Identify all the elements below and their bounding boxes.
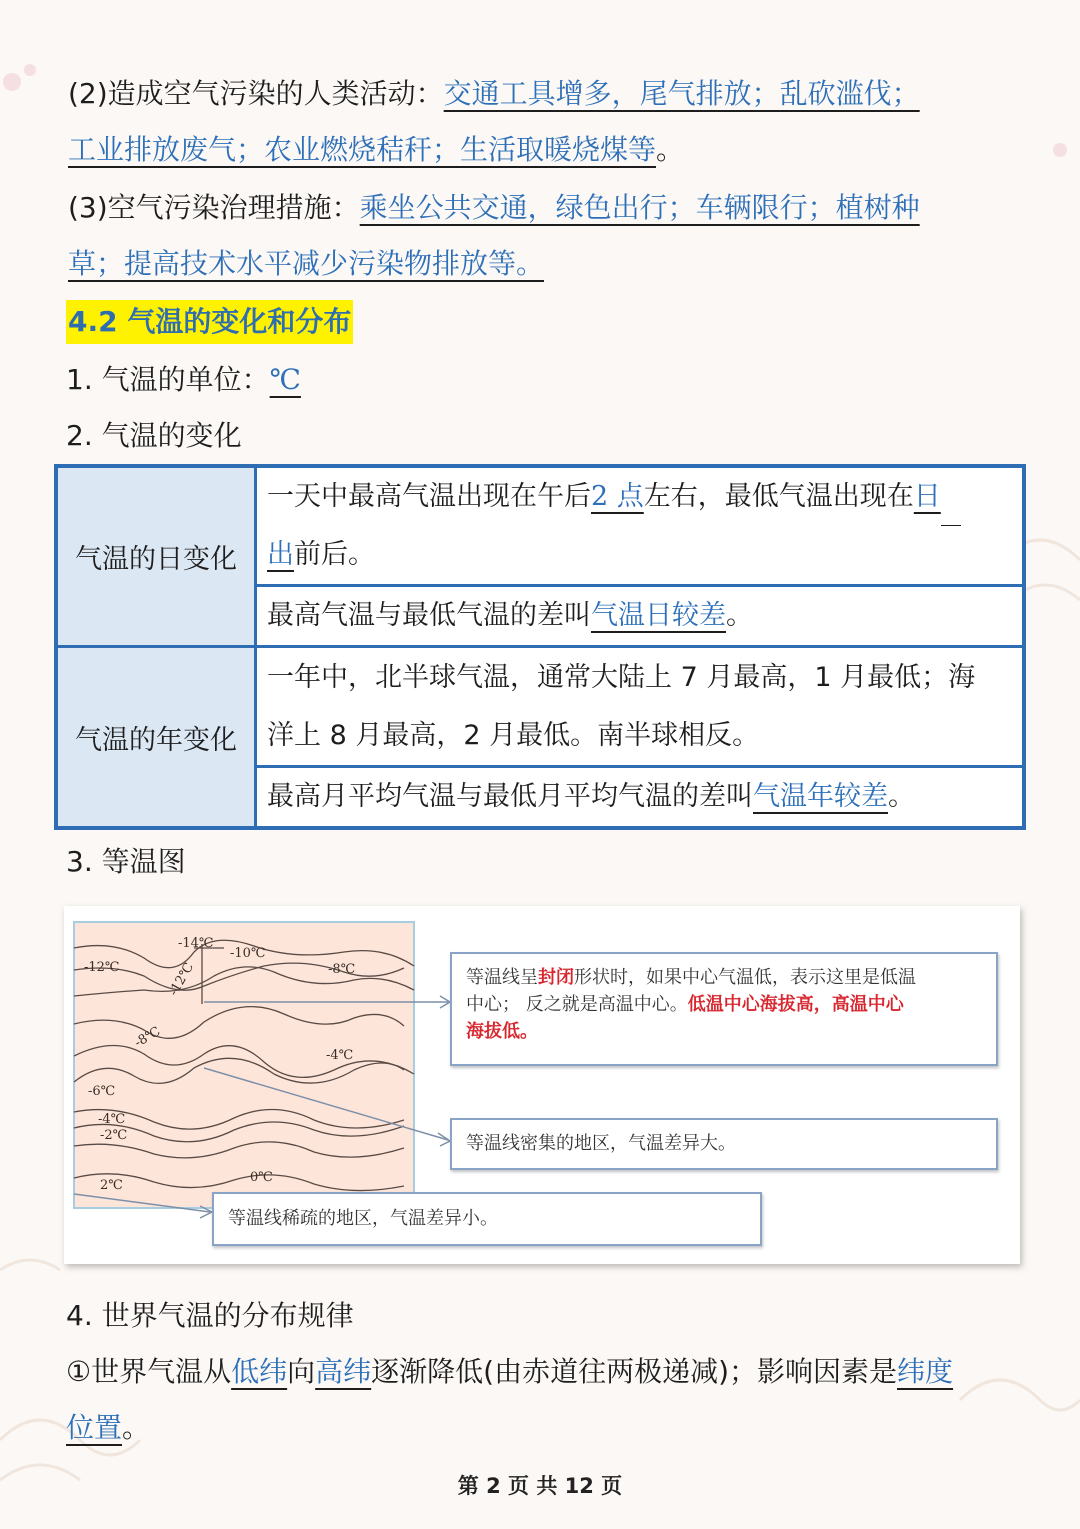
- isotherm-label: 3. 等温图: [66, 845, 186, 878]
- distribution-text-b: 向: [287, 1355, 316, 1388]
- map-label: -6℃: [88, 1084, 116, 1099]
- distribution-text-c: 逐渐降低(由赤道往两极递减)；影响因素是: [371, 1355, 898, 1388]
- pollution-measures-answer-1: 乘坐公共交通，绿色出行；车辆限行；植树种: [359, 191, 920, 224]
- pollution-activities-answer-2: 工业排放废气；农业燃烧秸秆；生活取暖烧煤等: [68, 133, 657, 166]
- map-label: -10℃: [230, 946, 266, 961]
- table-row: [56, 647, 1024, 766]
- box1-text-c: 形状时，如果中心气温低，表示这里是低温: [574, 967, 916, 988]
- map-label: 2℃: [100, 1178, 123, 1193]
- pollution-measures-line-1: [68, 190, 920, 226]
- map-label: -4℃: [326, 1048, 354, 1063]
- sparse-isotherm-note: 等温线稀疏的地区，气温差异小。: [212, 1192, 762, 1246]
- distribution-line-2: [66, 1410, 150, 1446]
- distribution-answer-latitude-a: 纬度: [897, 1355, 954, 1388]
- page-footer: 第 2 页 共 12 页: [457, 1474, 623, 1498]
- distribution-end: 。: [122, 1411, 151, 1444]
- pollution-measures-line-2: [68, 246, 544, 282]
- table-row: [56, 466, 1024, 586]
- map-label: -2℃: [100, 1128, 128, 1143]
- daily-r2-text: 最高气温与最低气温的差叫: [267, 600, 591, 632]
- box1-emphasis-low: 海拔低。: [466, 1021, 538, 1042]
- map-label: -4℃: [98, 1112, 126, 1127]
- dense-isotherm-note: 等温线密集的地区，气温差异大。: [450, 1118, 998, 1170]
- box1-text-a: 等温线呈: [466, 967, 538, 988]
- pollution-measures-answer-2: 草；提高技术水平减少污染物排放等。: [68, 247, 545, 280]
- map-label: 0℃: [250, 1170, 273, 1185]
- distribution-answer-high-latitude: 高纬: [315, 1355, 372, 1388]
- annual-r2-end: 。: [888, 780, 915, 812]
- change-label: 2. 气温的变化: [66, 419, 242, 452]
- map-label: -12℃: [166, 960, 198, 999]
- pollution-activities-end: 。: [656, 133, 685, 166]
- daily-change-row-1: [256, 466, 1025, 586]
- unit-answer: ℃: [269, 363, 301, 396]
- daily-r2-answer: 气温日较差: [591, 600, 726, 632]
- map-label: -8℃: [328, 962, 356, 977]
- daily-r1-answer-1: 2 点: [591, 481, 644, 513]
- annual-r2-answer: 气温年较差: [753, 780, 888, 812]
- section-heading: 4.2 气温的变化和分布: [66, 300, 353, 344]
- unit-label: 1. 气温的单位：: [66, 363, 270, 396]
- daily-r1-blank: [941, 495, 961, 526]
- map-label: -8℃: [132, 1024, 164, 1051]
- distribution-line-1: [66, 1354, 953, 1390]
- distribution-text-a: ①世界气温从: [66, 1355, 232, 1388]
- closed-isotherm-note: [450, 952, 998, 1066]
- annual-change-head: 气温的年变化: [56, 647, 256, 828]
- map-label: -14℃: [178, 936, 214, 951]
- daily-r1-answer-2a: 日: [913, 481, 941, 513]
- box1-emphasis-altitude: 低温中心海拔高，高温中心: [687, 994, 904, 1015]
- unit-line: [66, 362, 301, 398]
- box1-text-d: 中心； 反之就是高温中心。: [466, 994, 688, 1015]
- pollution-activities-label: (2)造成空气污染的人类活动：: [68, 77, 444, 110]
- temperature-change-table: [54, 464, 1026, 830]
- annual-change-row-2: [256, 766, 1025, 828]
- distribution-answer-low-latitude: 低纬: [231, 1355, 288, 1388]
- daily-r1-answer-2b: 出: [267, 539, 294, 571]
- pollution-activities-line-1: [68, 76, 920, 112]
- box1-emphasis-closed: 封闭: [538, 967, 574, 988]
- daily-r2-end: 。: [726, 600, 753, 632]
- pollution-activities-answer-1: 交通工具增多，尾气排放；乱砍滥伐；: [443, 77, 920, 110]
- annual-change-row-1: [256, 647, 1025, 766]
- pollution-activities-line-2: [68, 132, 684, 168]
- isotherm-diagram: [64, 906, 1020, 1264]
- daily-r1-text-c: 前后。: [294, 539, 375, 571]
- daily-r1-text-a: 一天中最高气温出现在午后: [267, 481, 591, 513]
- daily-r1-text-b: 左右，最低气温出现在: [643, 481, 914, 513]
- annual-r1-line-1: 一年中，北半球气温，通常大陆上 7 月最高，1 月最低；海: [267, 661, 976, 693]
- distribution-label: 4. 世界气温的分布规律: [66, 1299, 354, 1332]
- map-label: -12℃: [84, 960, 120, 975]
- map-frame: [74, 922, 414, 1208]
- annual-r2-text: 最高月平均气温与最低月平均气温的差叫: [267, 780, 753, 812]
- daily-change-head: 气温的日变化: [56, 466, 256, 647]
- daily-change-row-2: [256, 586, 1025, 647]
- pollution-measures-label: (3)空气污染治理措施：: [68, 191, 360, 224]
- annual-r1-line-2: 洋上 8 月最高，2 月最低。南半球相反。: [267, 719, 760, 751]
- distribution-answer-latitude-b: 位置: [66, 1411, 123, 1444]
